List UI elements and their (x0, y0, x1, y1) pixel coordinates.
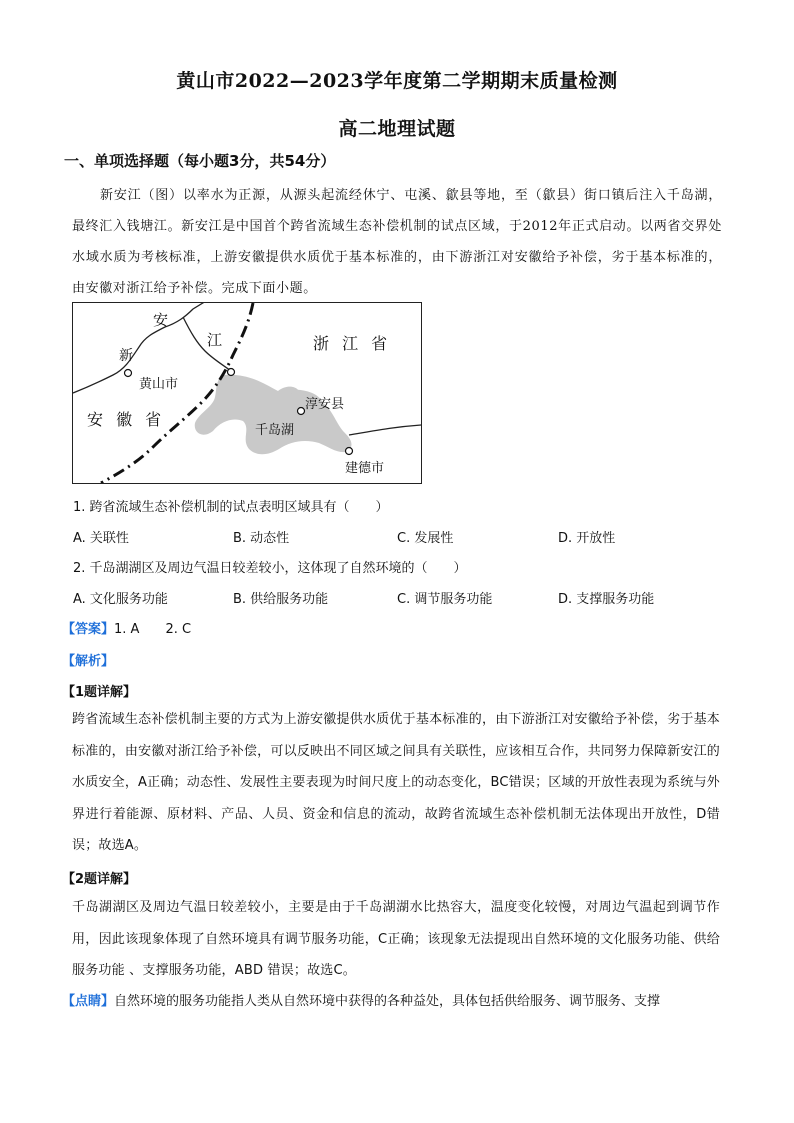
q1-option-a: A. 关联性 (73, 531, 129, 546)
answer-text: 1. A 2. C (114, 622, 192, 637)
detail1-text: 跨省流域生态补偿机制主要的方式为上游安徽提供水质优于基本标准的，由下游浙江对安徽给予补偿，劣于基本标准的，由安徽对浙江给予补偿，可以反映出不同区域之间具有关联性，应该相互合作，共同努力保障新安江的水质安全，A正确；动态性、发展性主要表现为时间尺度上的动态变化，BC错误；区域的开放性表现为系统与外界进行着能源、原材料、产品、人员、资金和信息的流动，故跨省流域生态补偿机制无法体现出开放性，D错误；故选A。 (72, 712, 720, 853)
analysis-label: 【解析】 (62, 654, 115, 669)
section-heading: 一、单项选择题（每小题3分，共54分） (64, 152, 336, 170)
detail2-text: 千岛湖湖区及周边气温日较差较小，主要是由于千岛湖湖水比热容大，温度变化较慢，对周边气温起到调节作用，因此该现象体现了自然环境具有调节服务功能，C正确；该现象无法提现出自然环境的文化服务功能、供给服务功能 、支撑服务功能，ABD 错误；故选C。 (72, 900, 720, 978)
answer-line (62, 618, 191, 637)
q1-option-b: B. 动态性 (233, 531, 290, 546)
map-label-jiande: 建德市 (345, 461, 385, 476)
note-line (62, 990, 722, 1009)
map-label-qiandaohu: 千岛湖 (255, 423, 295, 438)
page-subtitle: 高二地理试题 (338, 118, 456, 140)
xinanjiang-map (72, 302, 422, 484)
map-label-huangshan: 黄山市 (139, 377, 179, 392)
q1-option-c: C. 发展性 (397, 531, 454, 546)
question-1-stem: 1. 跨省流域生态补偿机制的试点表明区域具有（ ） (73, 500, 389, 515)
detail2-label: 【2题详解】 (62, 872, 137, 887)
q2-option-d: D. 支撑服务功能 (558, 592, 655, 607)
jiande-marker (346, 448, 353, 455)
qiandao-lake (195, 375, 352, 455)
map-label-an: 安 (153, 311, 169, 329)
note-label: 【点睛】 (62, 994, 115, 1009)
q1-option-d: D. 开放性 (558, 531, 616, 546)
q2-option-a: A. 文化服务功能 (73, 592, 168, 607)
map-label-anhui: 安 徽 省 (87, 410, 166, 429)
chunan-marker (298, 408, 305, 415)
passage-text: 新安江（图）以率水为正源，从源头起流经休宁、屯溪、歙县等地，至（歙县）街口镇后注入千岛湖，最终汇入钱塘江。新安江是中国首个跨省流域生态补偿机制的试点区域，于2012年正式启动。以两省交界处水域水质为考核标准，上游安徽提供水质优于基本标准的，由下游浙江对安徽给予补偿，劣于基本标准的，由安徽对浙江给予补偿。完成下面小题。 (72, 188, 722, 296)
question-2-stem: 2. 千岛湖湖区及周边气温日较差较小，这体现了自然环境的（ ） (73, 561, 467, 576)
note-text: 自然环境的服务功能指人类从自然环境中获得的各种益处，具体包括供给服务、调节服务、支撑 (114, 994, 661, 1009)
detail1-label: 【1题详解】 (62, 685, 137, 700)
map-label-jiang: 江 (207, 331, 223, 349)
jiekou-marker (228, 369, 235, 376)
q2-option-b: B. 供给服务功能 (233, 592, 329, 607)
map-label-chunan: 淳安县 (305, 397, 345, 412)
page-title: 黄山市2022—2023学年度第二学期期末质量检测 (176, 70, 618, 92)
map-label-xin: 新 (119, 348, 133, 364)
answer-label: 【答案】 (62, 622, 115, 637)
map-label-zhejiang: 浙 江 省 (313, 334, 392, 353)
q2-option-c: C. 调节服务功能 (397, 592, 493, 607)
map-graphic (73, 303, 421, 483)
huangshan-marker (125, 370, 132, 377)
